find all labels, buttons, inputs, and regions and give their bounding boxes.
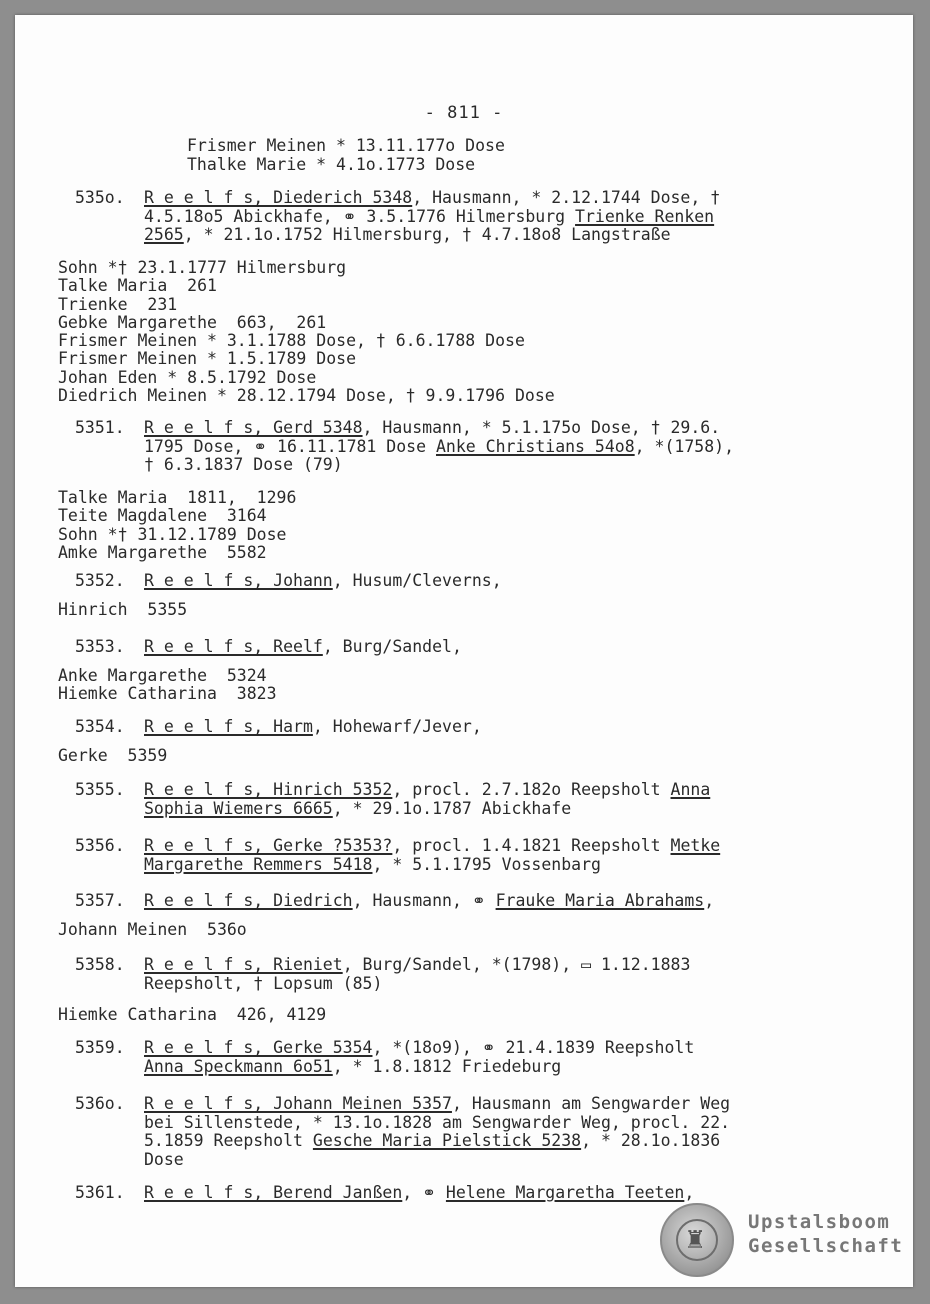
underlined-name: Anke Christians 54o8	[435, 436, 635, 456]
underlined-name: Margarethe Remmers 5418	[144, 854, 373, 874]
entry-number: 5353.	[75, 637, 125, 656]
entry-line	[144, 1132, 814, 1151]
entry-line	[144, 1114, 814, 1133]
entry-text	[144, 638, 814, 657]
entry-line	[144, 438, 814, 457]
text-segment: , * 28.1o.1836	[581, 1131, 721, 1150]
underlined-name: Anna	[670, 780, 711, 799]
text-segment: , * 21.1o.1752 Hilmersburg, † 4.7.18o8 Langstraße	[183, 225, 671, 244]
children-list	[58, 747, 167, 765]
upstalsboom-logo	[660, 1198, 910, 1278]
entry-number: 5351.	[75, 418, 125, 437]
underlined-name: R e e l f s, Berend Janßen	[144, 1183, 403, 1202]
entry-text	[144, 1095, 814, 1169]
child-item: Gerke 5359	[58, 746, 168, 765]
entry-text	[144, 718, 814, 737]
entry-number: 5356.	[75, 836, 125, 855]
brand-line-2: Gesellschaft	[748, 1235, 904, 1257]
entry-line	[144, 638, 814, 657]
entry-text	[144, 419, 814, 475]
entry-line	[144, 1058, 814, 1077]
text-segment: , Burg/Sandel,	[322, 637, 462, 656]
child-item: Sohn *† 23.1.1777 Hilmersburg	[58, 258, 347, 277]
text-segment: , *(18o9), ⚭ 21.4.1839 Reepsholt	[372, 1038, 695, 1057]
child-item: Sohn *† 31.12.1789 Dose	[58, 524, 287, 544]
entry-text	[144, 1039, 814, 1076]
underlined-name: Gesche Maria Pielstick 5238	[312, 1131, 582, 1150]
text-segment: 4.5.18o5 Abickhafe, ⚭ 3.5.1776 Hilmersburg	[144, 206, 576, 226]
text-segment: , Hausmann, * 2.12.1744 Dose, †	[412, 188, 721, 207]
underlined-name: R e e l f s, Johann	[144, 571, 333, 590]
text-segment: bei Sillenstede, * 13.1o.1828 am Sengwarder Weg, procl. 22.	[144, 1112, 731, 1132]
children-list	[58, 667, 277, 704]
entry-line	[144, 956, 814, 975]
underlined-name: R e e l f s, Hinrich 5352	[144, 780, 393, 799]
entry-line	[144, 837, 814, 856]
seal-icon: ♜	[660, 1203, 734, 1277]
underlined-name: Frauke Maria Abrahams	[495, 891, 705, 910]
underlined-name: R e e l f s, Harm	[144, 717, 313, 736]
child-item: Diedrich Meinen * 28.12.1794 Dose, † 9.9.1796 Dose	[58, 386, 555, 406]
entry-number: 536o.	[75, 1094, 125, 1113]
text-segment: , * 29.1o.1787 Abickhafe	[332, 798, 572, 818]
child-item: Hiemke Catharina 3823	[58, 684, 277, 704]
children-list	[58, 489, 296, 562]
underlined-name: R e e l f s, Diedrich	[144, 891, 353, 910]
children-list	[58, 259, 555, 405]
entry-number: 5355.	[75, 780, 125, 799]
entry-line	[144, 781, 814, 800]
entry-line	[144, 800, 814, 819]
text-segment: † 6.3.1837 Dose (79)	[144, 455, 343, 474]
child-item: Hiemke Catharina 426, 4129	[58, 1005, 327, 1024]
underlined-name: R e e l f s, Gerke ?5353?	[144, 836, 393, 855]
text-segment: ,	[704, 891, 715, 910]
entry-line	[144, 456, 814, 475]
child-item: Johan Eden * 8.5.1792 Dose	[58, 367, 317, 387]
brand-name	[748, 1210, 903, 1258]
entry-text	[144, 892, 814, 911]
text-segment: , Hohewarf/Jever,	[312, 717, 482, 736]
brand-line-1: Upstalsboom	[748, 1211, 891, 1233]
underlined-name: R e e l f s, Reelf	[144, 637, 323, 656]
underlined-name: Sophia Wiemers 6665	[144, 798, 333, 818]
page-number: - 811 -	[424, 103, 504, 123]
entry-number: 5361.	[75, 1183, 125, 1202]
child-item: Anke Margarethe 5324	[58, 666, 267, 685]
underlined-name: R e e l f s, Diederich 5348	[144, 188, 413, 207]
entry-line	[144, 208, 814, 227]
child-item: Frismer Meinen * 3.1.1788 Dose, † 6.6.1788 Dose	[58, 331, 525, 351]
entry-number: 5358.	[75, 955, 125, 974]
text-segment: , procl. 2.7.182o Reepsholt	[392, 780, 671, 799]
entry-number: 5357.	[75, 891, 125, 910]
intro-line-2: Thalke Marie * 4.1o.1773 Dose	[187, 155, 476, 174]
document-page	[15, 15, 913, 1287]
entry-line	[144, 1095, 814, 1114]
text-segment: , Hausmann, ⚭	[352, 891, 496, 910]
entry-line	[144, 572, 814, 591]
child-item: Frismer Meinen * 1.5.1789 Dose	[58, 349, 357, 369]
text-segment: 1795 Dose, ⚭ 16.11.1781 Dose	[144, 436, 436, 456]
entry-number: 5354.	[75, 717, 125, 736]
entry-text	[144, 956, 814, 993]
entry-line	[144, 975, 814, 994]
entry-line	[144, 1039, 814, 1058]
text-segment: , procl. 1.4.1821 Reepsholt	[392, 836, 671, 855]
child-item: Hinrich 5355	[58, 600, 188, 619]
text-segment: , *(1758),	[634, 436, 735, 456]
text-segment: , * 1.8.1812 Friedeburg	[332, 1056, 562, 1076]
entry-line	[144, 189, 814, 208]
text-segment: , * 5.1.1795 Vossenbarg	[372, 854, 601, 874]
underlined-name: R e e l f s, Rieniet	[144, 955, 343, 974]
text-segment: Reepsholt, † Lopsum (85)	[144, 973, 383, 993]
entry-number: 535o.	[75, 188, 125, 207]
children-list	[58, 1006, 326, 1024]
underlined-name: R e e l f s, Gerd 5348	[144, 418, 363, 437]
entry-text	[144, 781, 814, 818]
underlined-name: 2565	[144, 225, 184, 244]
entry-text	[144, 837, 814, 874]
text-segment: , Hausmann am Sengwarder Weg	[451, 1094, 731, 1113]
child-item: Talke Maria 261	[58, 276, 217, 296]
child-item: Trienke 231	[58, 294, 178, 314]
entry-text	[144, 572, 814, 591]
underlined-name: Metke	[670, 836, 721, 855]
text-segment: 5.1859 Reepsholt	[144, 1131, 313, 1150]
entry-line	[144, 226, 814, 245]
children-list	[58, 601, 187, 619]
entry-line	[144, 856, 814, 875]
children-list	[58, 921, 247, 939]
underlined-name: Helene Margaretha Teeten	[445, 1183, 685, 1202]
text-segment: Dose	[144, 1149, 184, 1169]
text-segment: , ⚭	[402, 1183, 446, 1202]
entry-text	[144, 189, 814, 245]
text-segment: , Husum/Cleverns,	[332, 571, 502, 590]
underlined-name: Anna Speckmann 6o51	[144, 1056, 333, 1076]
intro-line-1: Frismer Meinen * 13.11.177o Dose	[187, 136, 505, 155]
entry-line	[144, 892, 814, 911]
child-item: Gebke Margarethe 663, 261	[58, 312, 327, 332]
text-segment: , Burg/Sandel, *(1798), ▭ 1.12.1883	[342, 955, 691, 974]
underlined-name: R e e l f s, Gerke 5354	[144, 1038, 373, 1057]
child-item: Amke Margarethe 5582	[58, 542, 267, 562]
entry-line	[144, 419, 814, 438]
entry-number: 5352.	[75, 571, 125, 590]
text-segment: ,	[684, 1183, 695, 1202]
child-item: Teite Magdalene 3164	[58, 506, 267, 526]
text-segment: , Hausmann, * 5.1.175o Dose, † 29.6.	[362, 418, 721, 437]
child-item: Johann Meinen 536o	[58, 920, 247, 939]
entry-line	[144, 1151, 814, 1170]
entry-number: 5359.	[75, 1038, 125, 1057]
child-item: Talke Maria 1811, 1296	[58, 488, 297, 507]
underlined-name: R e e l f s, Johann Meinen 5357	[144, 1094, 452, 1113]
entry-line	[144, 718, 814, 737]
underlined-name: Trienke Renken	[575, 206, 715, 226]
